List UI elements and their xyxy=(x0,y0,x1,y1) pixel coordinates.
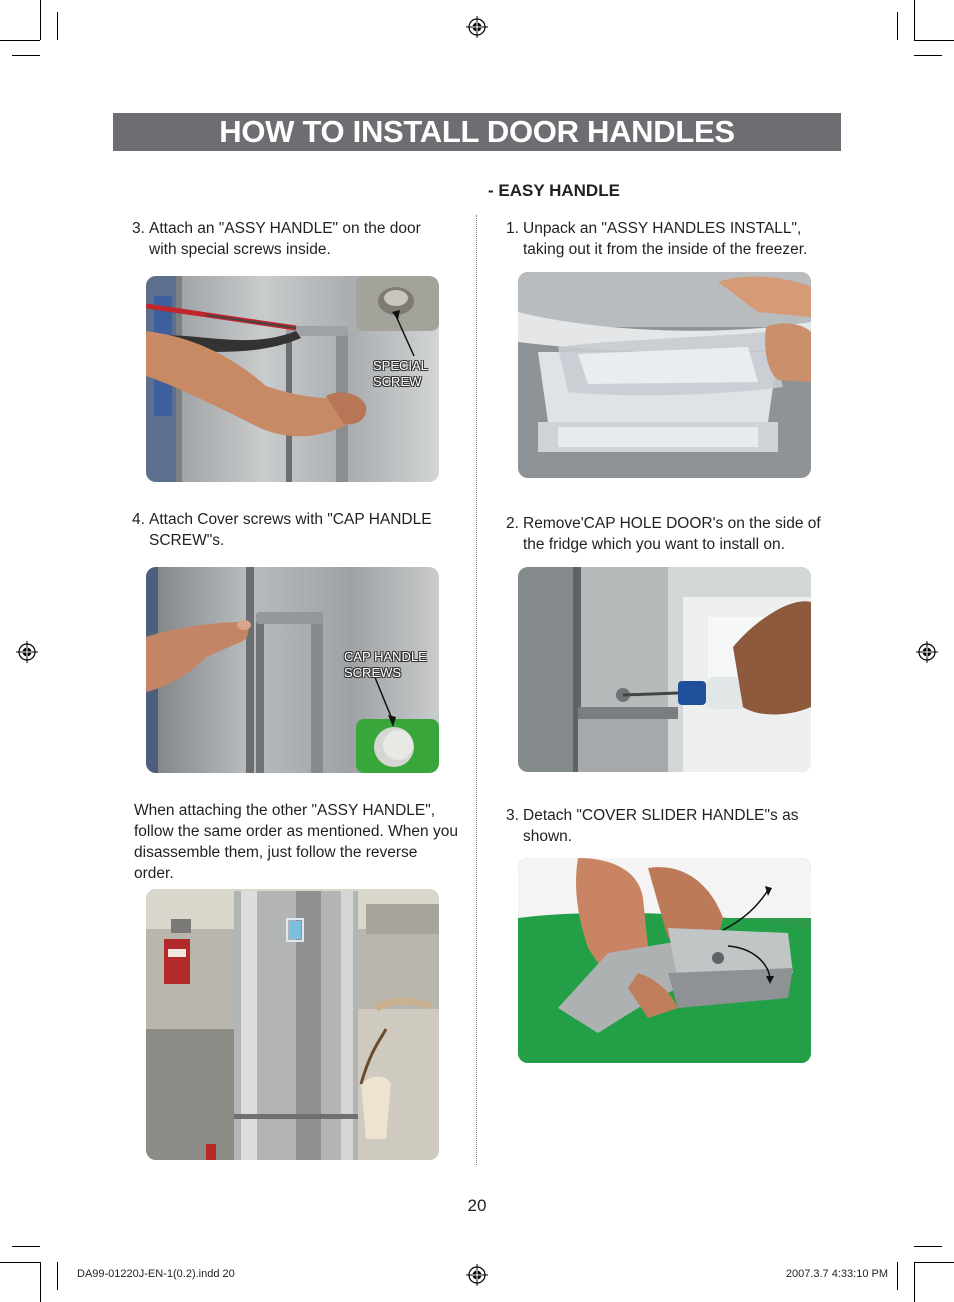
crop-mark xyxy=(914,55,942,56)
crop-mark xyxy=(897,12,898,40)
step-number: 1. xyxy=(506,220,519,237)
column-divider xyxy=(476,215,477,1165)
photo-unpack-handles xyxy=(518,272,811,478)
photo-attach-handle xyxy=(146,276,439,482)
crop-mark xyxy=(40,0,41,40)
registration-mark-icon xyxy=(466,16,488,38)
photo-detach-cover-slider xyxy=(518,858,811,1063)
crop-mark xyxy=(914,40,954,41)
step-number: 3. xyxy=(506,807,519,824)
step-text: Unpack an "ASSY HANDLES INSTALL", taking out it from the inside of the freezer. xyxy=(523,220,808,258)
footer-file-name: DA99-01220J-EN-1(0.2).indd 20 xyxy=(77,1268,235,1280)
step-number: 2. xyxy=(506,515,519,532)
footer-timestamp: 2007.3.7 4:33:10 PM xyxy=(785,1268,888,1280)
right-step-2 xyxy=(506,513,836,555)
special-screw-label: SPECIAL SCREW xyxy=(373,358,428,389)
title-bar xyxy=(113,113,841,151)
crop-mark xyxy=(0,1262,40,1263)
crop-mark xyxy=(914,1262,954,1263)
left-step-4 xyxy=(132,509,452,551)
crop-mark xyxy=(57,12,58,40)
left-note: When attaching the other "ASSY HANDLE", follow the same order as mentioned. When you disassemble them, just follow the reverse order. xyxy=(134,802,458,882)
crop-mark xyxy=(57,1262,58,1290)
registration-mark-icon xyxy=(466,1264,488,1286)
photo-remove-cap-hole xyxy=(518,567,811,772)
crop-mark xyxy=(40,1262,41,1302)
left-step-3 xyxy=(132,218,452,260)
crop-mark xyxy=(914,1262,915,1302)
crop-mark xyxy=(0,40,40,41)
crop-mark xyxy=(12,1246,40,1247)
crop-mark xyxy=(897,1262,898,1290)
page-title: HOW TO INSTALL DOOR HANDLES xyxy=(219,114,735,149)
registration-mark-icon xyxy=(16,641,38,663)
right-step-3 xyxy=(506,805,826,847)
step-text: Attach an "ASSY HANDLE" on the door with special screws inside. xyxy=(149,220,421,258)
cap-handle-screws-label: CAP HANDLE SCREWS xyxy=(344,649,427,680)
crop-mark xyxy=(12,55,40,56)
step-text: Detach "COVER SLIDER HANDLE"s as shown. xyxy=(523,807,799,845)
step-number: 3. xyxy=(132,220,145,237)
crop-mark xyxy=(914,0,915,40)
right-step-1 xyxy=(506,218,826,260)
section-heading: - EASY HANDLE xyxy=(488,181,620,200)
page-number: 20 xyxy=(467,1196,487,1215)
crop-mark xyxy=(914,1246,942,1247)
step-text: Attach Cover screws with "CAP HANDLE SCREW"s. xyxy=(149,511,432,549)
step-text: Remove'CAP HOLE DOOR's on the side of the fridge which you want to install on. xyxy=(523,515,821,553)
registration-mark-icon xyxy=(916,641,938,663)
step-number: 4. xyxy=(132,511,145,528)
photo-cap-handle-screws xyxy=(146,567,439,773)
photo-installed-fridge xyxy=(146,889,439,1160)
